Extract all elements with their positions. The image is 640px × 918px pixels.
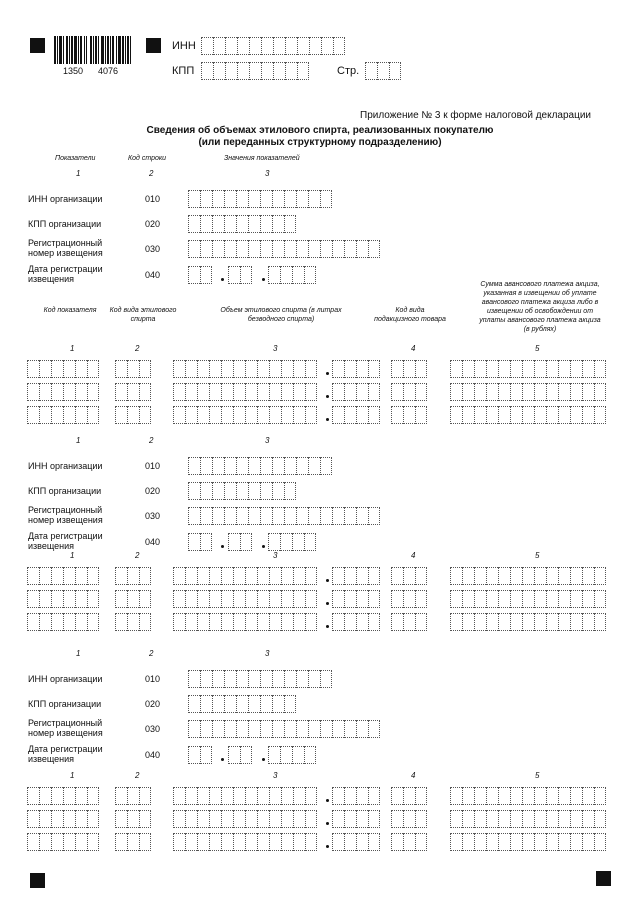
code-020: 020 — [145, 699, 161, 709]
label-kpp-org: КПП организации — [28, 219, 102, 229]
volume-decimal-field[interactable] — [332, 613, 380, 631]
label-reg-number-2: номер извещения — [28, 515, 103, 525]
kpp-label: КПП — [172, 65, 195, 77]
advance-payment-field[interactable] — [450, 567, 606, 585]
spirit-type-code-field[interactable] — [115, 567, 151, 585]
code-020: 020 — [145, 219, 161, 229]
volume-decimal-field[interactable] — [332, 833, 380, 851]
reg-date-year[interactable] — [268, 533, 316, 551]
reg-number-field[interactable] — [188, 507, 380, 525]
col-header-values: Значения показателей — [224, 155, 300, 162]
inn-field[interactable] — [201, 37, 345, 55]
lower-col-header-3: Объем этилового спирта (в литрах безводного спирта) — [220, 307, 342, 323]
volume-integer-field[interactable] — [173, 833, 317, 851]
separator-dot — [221, 758, 224, 761]
inn-org-field[interactable] — [188, 670, 332, 688]
label-reg-number-1: Регистрационный — [28, 505, 103, 515]
volume-decimal-field[interactable] — [332, 810, 380, 828]
spirit-type-code-field[interactable] — [115, 787, 151, 805]
separator-dot — [326, 418, 329, 421]
advance-payment-field[interactable] — [450, 383, 606, 401]
separator-dot — [326, 602, 329, 605]
indicator-code-field[interactable] — [27, 567, 99, 585]
volume-decimal-field[interactable] — [332, 590, 380, 608]
volume-decimal-field[interactable] — [332, 567, 380, 585]
corner-marker-bottom-left — [30, 873, 45, 888]
label-inn-org: ИНН организации — [28, 461, 103, 471]
kpp-field[interactable] — [201, 62, 309, 80]
advance-payment-field[interactable] — [450, 360, 606, 378]
kpp-org-field[interactable] — [188, 695, 296, 713]
reg-date-month[interactable] — [228, 266, 252, 284]
reg-date-day[interactable] — [188, 266, 212, 284]
indicator-code-field[interactable] — [27, 833, 99, 851]
lower-num-3: 3 — [273, 771, 278, 780]
upper-num-3: 3 — [265, 169, 270, 178]
volume-integer-field[interactable] — [173, 406, 317, 424]
separator-dot — [326, 579, 329, 582]
upper-num-1: 1 — [76, 649, 81, 658]
code-040: 040 — [145, 537, 161, 547]
label-kpp-org: КПП организации — [28, 486, 102, 496]
separator-dot — [326, 822, 329, 825]
spirit-type-code-field[interactable] — [115, 406, 151, 424]
advance-payment-field[interactable] — [450, 406, 606, 424]
excise-goods-code-field[interactable] — [391, 787, 427, 805]
volume-integer-field[interactable] — [173, 383, 317, 401]
reg-date-month[interactable] — [228, 533, 252, 551]
code-010: 010 — [145, 461, 161, 471]
volume-integer-field[interactable] — [173, 613, 317, 631]
indicator-code-field[interactable] — [27, 613, 99, 631]
reg-date-day[interactable] — [188, 533, 212, 551]
inn-org-field[interactable] — [188, 190, 332, 208]
excise-goods-code-field[interactable] — [391, 383, 427, 401]
lower-num-2: 2 — [135, 551, 140, 560]
lower-num-4: 4 — [411, 551, 416, 560]
lower-num-3: 3 — [273, 551, 278, 560]
indicator-code-field[interactable] — [27, 590, 99, 608]
spirit-type-code-field[interactable] — [115, 383, 151, 401]
advance-payment-field[interactable] — [450, 833, 606, 851]
volume-integer-field[interactable] — [173, 787, 317, 805]
reg-date-year[interactable] — [268, 746, 316, 764]
separator-dot — [221, 545, 224, 548]
spirit-type-code-field[interactable] — [115, 360, 151, 378]
barcode — [54, 36, 133, 64]
reg-date-day[interactable] — [188, 746, 212, 764]
separator-dot — [262, 545, 265, 548]
upper-num-1: 1 — [76, 436, 81, 445]
lower-num-5: 5 — [535, 344, 540, 353]
label-reg-date-2: извещения — [28, 541, 75, 551]
separator-dot — [326, 625, 329, 628]
indicator-code-field[interactable] — [27, 787, 99, 805]
lower-num-5: 5 — [535, 551, 540, 560]
lower-num-4: 4 — [411, 771, 416, 780]
appendix-title: Приложение № 3 к форме налоговой декларации — [360, 110, 592, 121]
lower-col-header-2: Код вида этилового спирта — [109, 307, 177, 323]
corner-marker-top-mid — [146, 38, 161, 53]
lower-num-1: 1 — [70, 551, 75, 560]
separator-dot — [326, 845, 329, 848]
lower-num-2: 2 — [135, 771, 140, 780]
code-040: 040 — [145, 750, 161, 760]
code-030: 030 — [145, 511, 161, 521]
label-kpp-org: КПП организации — [28, 699, 102, 709]
upper-num-2: 2 — [149, 436, 154, 445]
code-010: 010 — [145, 194, 161, 204]
reg-number-field[interactable] — [188, 240, 380, 258]
form-title-line1: Сведения об объемах этилового спирта, реализованных покупателю — [146, 125, 494, 136]
label-reg-date-1: Дата регистрации — [28, 744, 103, 754]
volume-decimal-field[interactable] — [332, 406, 380, 424]
separator-dot — [262, 278, 265, 281]
code-010: 010 — [145, 674, 161, 684]
upper-num-1: 1 — [76, 169, 81, 178]
indicator-code-field[interactable] — [27, 810, 99, 828]
upper-num-3: 3 — [265, 436, 270, 445]
col-header-line-code: Код строки — [128, 155, 167, 162]
spirit-type-code-field[interactable] — [115, 590, 151, 608]
upper-num-3: 3 — [265, 649, 270, 658]
reg-date-month[interactable] — [228, 746, 252, 764]
separator-dot — [262, 758, 265, 761]
volume-integer-field[interactable] — [173, 360, 317, 378]
page-number-field[interactable] — [365, 62, 401, 80]
label-reg-number-2: номер извещения — [28, 728, 103, 738]
volume-decimal-field[interactable] — [332, 383, 380, 401]
label-inn-org: ИНН организации — [28, 194, 103, 204]
barcode-number-right: 4076 — [98, 66, 119, 76]
page-label: Стр. — [337, 65, 360, 77]
excise-goods-code-field[interactable] — [391, 360, 427, 378]
excise-goods-code-field[interactable] — [391, 590, 427, 608]
volume-decimal-field[interactable] — [332, 787, 380, 805]
inn-label: ИНН — [172, 40, 196, 52]
separator-dot — [326, 372, 329, 375]
advance-payment-field[interactable] — [450, 613, 606, 631]
advance-payment-field[interactable] — [450, 810, 606, 828]
corner-marker-bottom-right — [596, 871, 611, 886]
lower-col-header-4: Код вида подакцизного товара — [374, 307, 446, 323]
code-020: 020 — [145, 486, 161, 496]
label-reg-date-2: извещения — [28, 274, 75, 284]
label-reg-date-1: Дата регистрации — [28, 264, 103, 274]
corner-marker-top-left — [30, 38, 45, 53]
lower-num-1: 1 — [70, 771, 75, 780]
lower-num-4: 4 — [411, 344, 416, 353]
form-title-line2: (или переданных структурному подразделению) — [198, 137, 442, 148]
volume-integer-field[interactable] — [173, 810, 317, 828]
reg-number-field[interactable] — [188, 720, 380, 738]
label-inn-org: ИНН организации — [28, 674, 103, 684]
separator-dot — [326, 799, 329, 802]
code-040: 040 — [145, 270, 161, 280]
lower-num-1: 1 — [70, 344, 75, 353]
upper-num-2: 2 — [149, 649, 154, 658]
separator-dot — [221, 278, 224, 281]
excise-goods-code-field[interactable] — [391, 833, 427, 851]
excise-goods-code-field[interactable] — [391, 810, 427, 828]
code-030: 030 — [145, 724, 161, 734]
volume-integer-field[interactable] — [173, 590, 317, 608]
upper-num-2: 2 — [149, 169, 154, 178]
label-reg-date-2: извещения — [28, 754, 75, 764]
spirit-type-code-field[interactable] — [115, 613, 151, 631]
separator-dot — [326, 395, 329, 398]
excise-goods-code-field[interactable] — [391, 567, 427, 585]
label-reg-date-1: Дата регистрации — [28, 531, 103, 541]
indicator-code-field[interactable] — [27, 383, 99, 401]
spirit-type-code-field[interactable] — [115, 810, 151, 828]
label-reg-number-1: Регистрационный — [28, 718, 103, 728]
lower-num-5: 5 — [535, 771, 540, 780]
indicator-code-field[interactable] — [27, 360, 99, 378]
lower-col-header-1: Код показателя — [43, 307, 97, 314]
lower-col-header-5: Сумма авансового платежа акциза, указанная в извещении об уплате авансового платежа акциза либо в извещении об освобождении от уплаты авансового платежа акциза (в рублях) — [479, 281, 601, 333]
col-header-indicators: Показатели — [55, 155, 96, 162]
excise-goods-code-field[interactable] — [391, 406, 427, 424]
kpp-org-field[interactable] — [188, 215, 296, 233]
label-reg-number-1: Регистрационный — [28, 238, 103, 248]
spirit-type-code-field[interactable] — [115, 833, 151, 851]
volume-integer-field[interactable] — [173, 567, 317, 585]
advance-payment-field[interactable] — [450, 590, 606, 608]
excise-goods-code-field[interactable] — [391, 613, 427, 631]
advance-payment-field[interactable] — [450, 787, 606, 805]
lower-num-2: 2 — [135, 344, 140, 353]
indicator-code-field[interactable] — [27, 406, 99, 424]
volume-decimal-field[interactable] — [332, 360, 380, 378]
kpp-org-field[interactable] — [188, 482, 296, 500]
lower-num-3: 3 — [273, 344, 278, 353]
barcode-number-left: 1350 — [63, 66, 84, 76]
reg-date-year[interactable] — [268, 266, 316, 284]
inn-org-field[interactable] — [188, 457, 332, 475]
code-030: 030 — [145, 244, 161, 254]
label-reg-number-2: номер извещения — [28, 248, 103, 258]
